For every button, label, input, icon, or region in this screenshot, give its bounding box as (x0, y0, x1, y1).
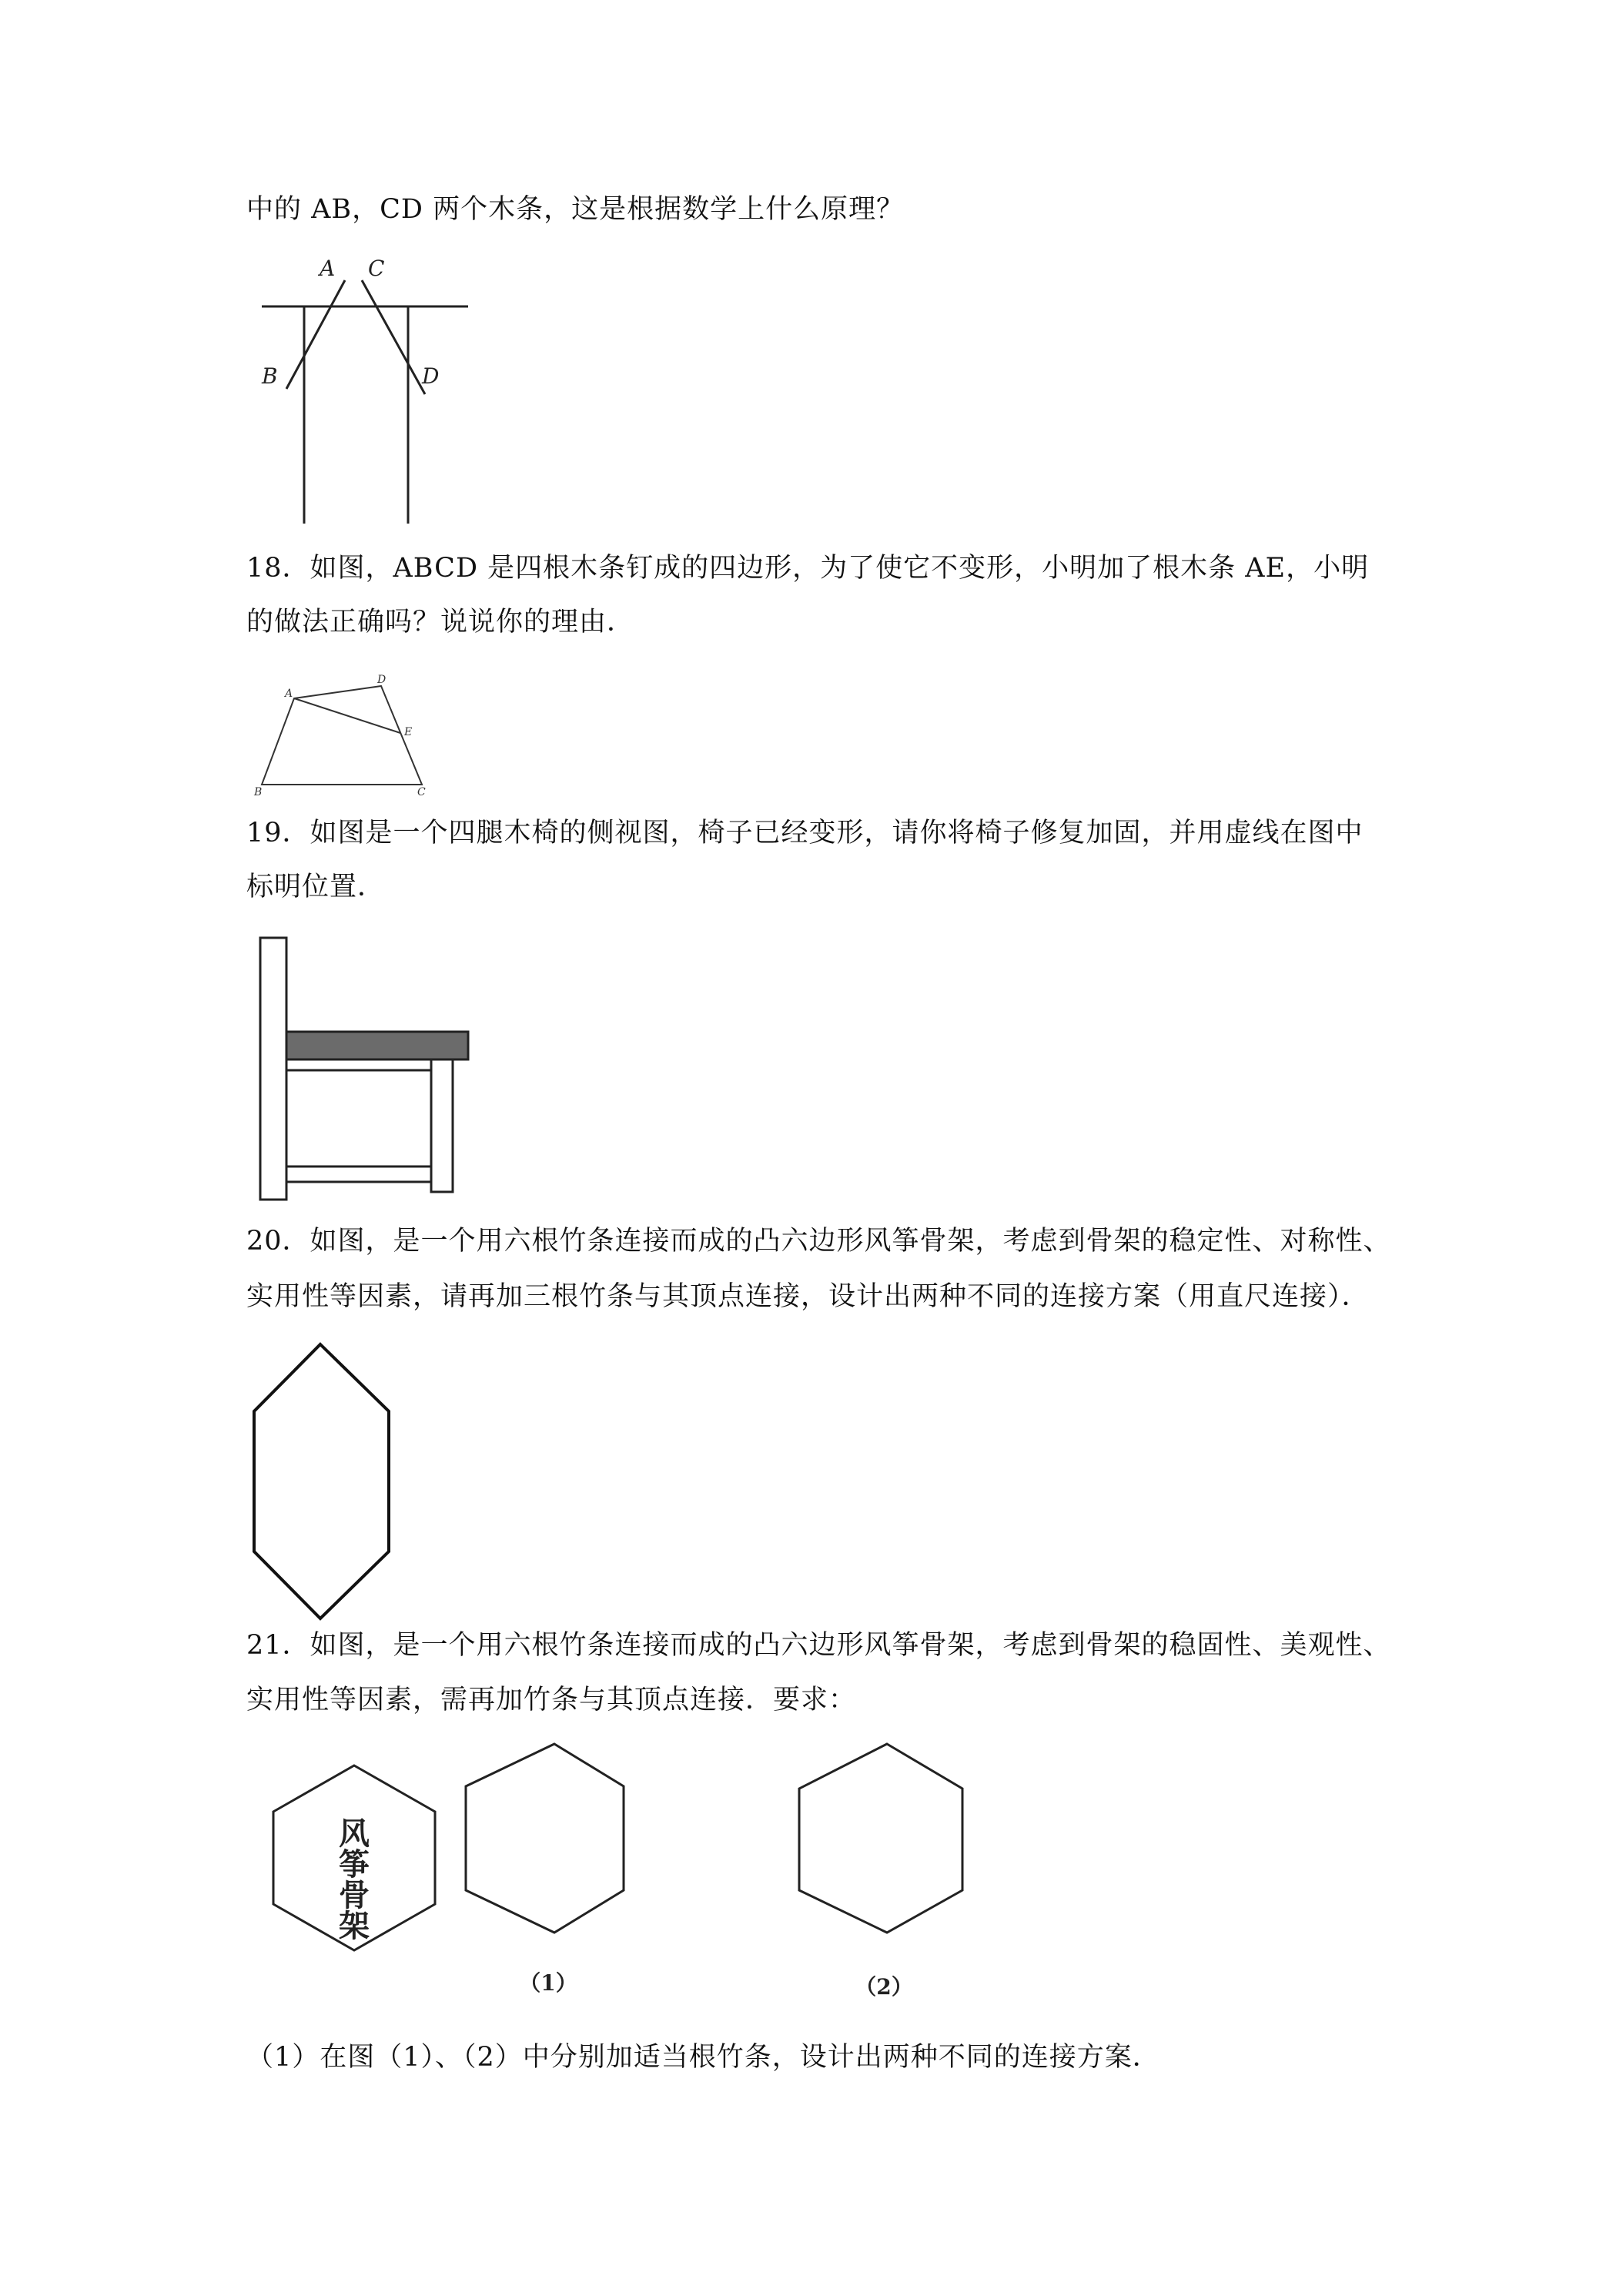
label-d: D (422, 363, 440, 389)
label-c: C (368, 256, 385, 281)
q19-line1: 19．如图是一个四腿木椅的侧视图，椅子已经变形，请你将椅子修复加固，并用虚线在图中 (246, 818, 1364, 848)
label-b: B (262, 363, 278, 389)
figure-17-frame (246, 254, 477, 524)
q17-text: 中的 AB，CD 两个木条，这是根据数学上什么原理？ (246, 194, 905, 225)
figure-18-quadrilateral (246, 658, 447, 797)
q18-line2: 的做法正确吗？说说你的理由． (246, 607, 635, 638)
kite-char-4: 架 (339, 1908, 370, 1944)
q21-line1: 21．如图，是一个用六根竹条连接而成的凸六边形风筝骨架，考虑到骨架的稳固性、美观性、 (246, 1630, 1391, 1661)
label-a: A (320, 256, 336, 281)
q21-part1: （1）在图（1）、（2）中分别加适当根竹条，设计出两种不同的连接方案． (246, 2042, 1160, 2073)
label-a: A (285, 688, 293, 700)
caption-2: （2） (855, 1974, 913, 2000)
kite-char-1: 风 (339, 1816, 370, 1852)
figure-21-hexagons (262, 1736, 1032, 2029)
caption-1: （1） (519, 1970, 577, 1996)
q20-line1: 20．如图，是一个用六根竹条连接而成的凸六边形风筝骨架，考虑到骨架的稳定性、对称性、 (246, 1226, 1391, 1257)
label-e: E (404, 726, 413, 738)
figure-20-hexagon (246, 1340, 400, 1625)
hexagon-1 (466, 1744, 624, 1933)
label-b: B (254, 786, 263, 797)
q21-line2: 实用性等因素，需再加竹条与其顶点连接．要求： (246, 1685, 857, 1715)
q20-line2: 实用性等因素，请再加三根竹条与其顶点连接，设计出两种不同的连接方案（用直尺连接）． (246, 1281, 1370, 1312)
label-c: C (417, 786, 426, 797)
figure-19-chair (246, 932, 470, 1201)
label-d: D (377, 674, 387, 686)
kite-char-2: 筝 (339, 1846, 370, 1883)
hexagon-2 (799, 1744, 962, 1933)
q19-line2: 标明位置． (246, 872, 386, 902)
chair-seat (286, 1032, 468, 1059)
q18-line1: 18．如图，ABCD 是四根木条钉成的四边形，为了使它不变形，小明加了根木条 AE，小明 (246, 553, 1370, 584)
kite-char-3: 骨 (339, 1877, 370, 1913)
